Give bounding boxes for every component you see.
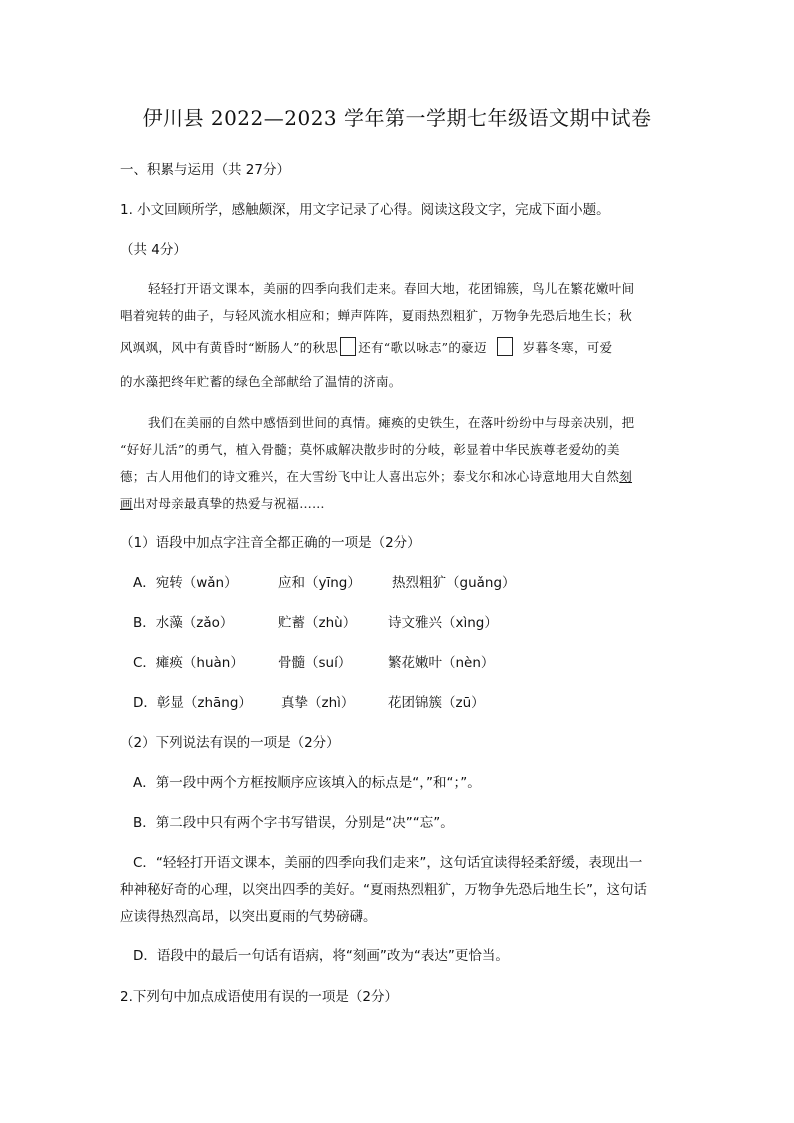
option-d-label: D．彰显（zhāng） xyxy=(133,695,252,711)
passage-text: 风飒飒，风中有黄昏时“断肠人”的秋思 xyxy=(120,340,339,355)
passage-line xyxy=(120,494,325,514)
sub-question-1-stem: （1）语段中加点字注音全都正确的一项是（2分） xyxy=(120,535,421,551)
option-b-label: B．水藻（zǎo） xyxy=(133,615,234,631)
passage-text: 还有“歌以咏志”的豪迈 xyxy=(358,340,487,355)
passage-line: “好好儿活”的勇气，植入骨髓；莫怀戚解决散步时的分岐，彰显着中华民族尊老爱幼的美 xyxy=(120,442,620,457)
sub-question-2-option-a: A．第一段中两个方框按顺序应该填入的标点是“，”和“；”。 xyxy=(133,775,481,791)
option-b-item-3: 诗文雅兴（xìng） xyxy=(388,615,498,631)
option-a-item-3: 热烈粗犷（guǎng） xyxy=(392,575,516,591)
question-2-stem: 2.下列句中加点成语使用有误的一项是（2分） xyxy=(120,989,398,1005)
option-c-item-2: 骨髓（suí） xyxy=(278,655,352,671)
passage-text: 出对母亲最真挚的热爱与祝福…… xyxy=(132,496,325,511)
passage-line-with-blanks xyxy=(120,337,612,358)
question-1-score: （共 4分） xyxy=(120,242,187,258)
option-d-item-2: 真挚（zhì） xyxy=(281,695,355,711)
option-a-item-2: 应和（yīng） xyxy=(278,575,361,591)
punctuation-blank-box xyxy=(497,337,513,356)
passage-line: 唱着宛转的曲子，与轻风流水相应和；蝉声阵阵，夏雨热烈粗犷，万物争先恐后地生长；秋 xyxy=(120,308,633,323)
underlined-char: 画 xyxy=(120,496,133,511)
question-1-stem: 1. 小文回顾所学，感触颇深，用文字记录了心得。阅读这段文字，完成下面小题。 xyxy=(120,202,610,218)
option-d-item-3: 花团锦簇（zū） xyxy=(388,695,485,711)
passage-line: 的水藻把终年贮蓄的绿色全部献给了温情的济南。 xyxy=(120,374,402,389)
sub-question-2-option-c-cont: 应读得热烈高昂，以突出夏雨的气势磅礴。 xyxy=(120,909,377,925)
sub-question-2-option-d: D．语段中的最后一句话有语病，将“刻画”改为“表达”更恰当。 xyxy=(133,948,509,964)
option-c-item-3: 繁花嫩叶（nèn） xyxy=(388,655,495,671)
page-title: 伊川县 2022—2023 学年第一学期七年级语文期中试卷 xyxy=(142,106,652,130)
sub-question-2-option-b: B．第二段中只有两个字书写错误，分别是“决”“忘”。 xyxy=(133,815,454,831)
passage-line: 我们在美丽的自然中感悟到世间的真情。瘫痪的史铁生，在落叶纷纷中与母亲决别，把 xyxy=(148,415,635,430)
passage-line: 轻轻打开语文课本，美丽的四季向我们走来。春回大地，花团锦簇，鸟儿在繁花嫩叶间 xyxy=(148,281,635,296)
option-a-label: A．宛转（wǎn） xyxy=(133,575,238,591)
sub-question-2-option-c: C．“轻轻打开语文课本，美丽的四季向我们走来”，这句话宜读得轻柔舒缓，表现出一 xyxy=(133,855,643,871)
option-c-label: C．瘫痪（huàn） xyxy=(133,655,244,671)
section-heading: 一、积累与运用（共 27分） xyxy=(120,162,290,178)
sub-question-2-stem: （2）下列说法有误的一项是（2分） xyxy=(120,735,340,751)
sub-question-2-option-c-cont: 种神秘好奇的心理，以突出四季的美好。“夏雨热烈粗犷，万物争先恐后地生长”，这句话 xyxy=(120,882,647,898)
passage-text: 德；古人用他们的诗文雅兴，在大雪纷飞中让人喜出忘外；泰戈尔和冰心诗意地用大自然 xyxy=(120,469,620,484)
underlined-char: 刻 xyxy=(619,469,633,484)
passage-line xyxy=(120,467,632,487)
punctuation-blank-box xyxy=(340,337,356,356)
passage-text: 岁暮冬寒，可爱 xyxy=(522,340,613,355)
option-b-item-2: 贮蓄（zhù） xyxy=(278,615,357,631)
